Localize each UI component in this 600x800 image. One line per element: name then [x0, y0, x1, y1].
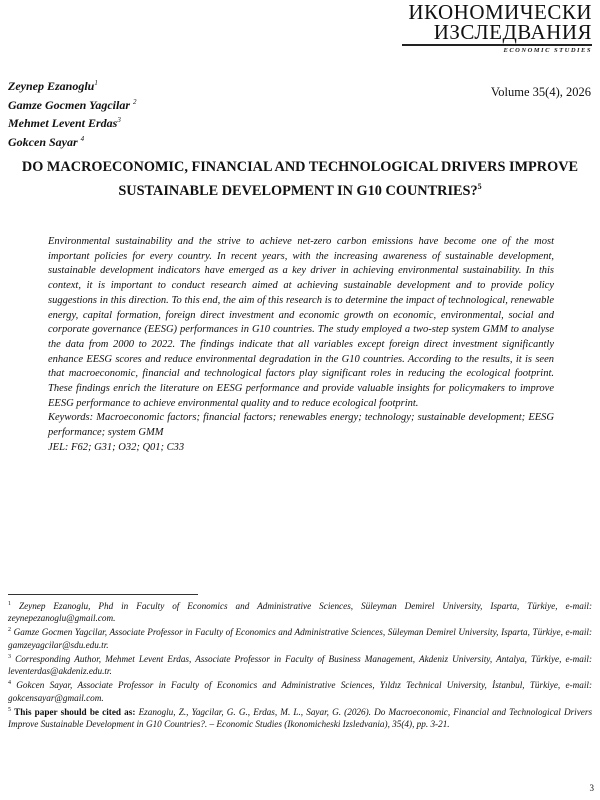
- abstract: [48, 235, 554, 456]
- footnote-mark: 4: [8, 680, 11, 687]
- footnote: [8, 598, 592, 624]
- journal-logo-line2: ИЗСЛЕДВАНИЯ: [433, 20, 592, 44]
- abstract-jel-codes: JEL: F62; G31; O32; Q01; C33: [48, 441, 185, 453]
- author-name: [8, 132, 338, 151]
- footnotes: [8, 598, 592, 730]
- page-number: 3: [589, 783, 594, 793]
- footnote-separator: [8, 594, 198, 595]
- citation-text: Ezanoglu, Z., Yagcilar, G. G., Erdas, M. L., Sayar, G. (2026). Do Macroeconomic, Financial and Technological Drivers Improve Sustainable Development in G10 Countries?. – Economic Studies (Ikonomicheski Izsledvania), 35(4), pp. 3-21.: [8, 706, 593, 730]
- author-footnote-mark[interactable]: 2: [133, 97, 137, 106]
- author-name-text: Gokcen Sayar: [8, 134, 78, 149]
- author-name-text: Gamze Gocmen Yagcilar: [8, 97, 130, 112]
- journal-logo: [402, 2, 592, 55]
- footnote-text: Gokcen Sayar, Associate Professor in Faculty of Economics and Administrative Sciences, Yıldız Technical University, İstanbul, Türkiye, e-mail: gokcensayar@gmail.com.: [8, 680, 593, 703]
- footnote-mark: 1: [8, 601, 11, 607]
- author-name: [8, 95, 338, 114]
- footnote-mark: 5: [8, 706, 11, 713]
- citation-footnote: [8, 704, 592, 730]
- author-footnote-mark[interactable]: 1: [94, 79, 98, 87]
- title-footnote-mark[interactable]: 5: [477, 182, 482, 191]
- author-name: [8, 113, 338, 132]
- footnote: [8, 677, 592, 703]
- abstract-keywords: Keywords: Macroeconomic factors; financial factors; renewables energy; technology; sustainable development; EESG performance; system GMM: [48, 412, 554, 439]
- journal-logo-rule: [402, 44, 592, 46]
- paper-title: [20, 158, 580, 201]
- abstract-body: Environmental sustainability and the strive to achieve net-zero carbon emissions have become one of the most important policies for every country. In recent years, with the increasing awareness of sustainable development, sustainable development indicators have emerged as a key driver in achieving environmental sustainability. In this context, it is important to conduct research aimed at achieving sustainable development and to provide policy suggestions in this direction. To this end, the aim of this research is to determine the impact of technological, renewable energy, capital formation, foreign direct investment and economic growth on economic, environmental, social and corporate governance (EESG) performances in G10 countries. The study employed a two-step system GMM to analyse the data from 2000 to 2022. The findings indicate that all variables except foreign direct investment significantly enhance EESG scores and reduce environmental degradation in the G10 countries. According to the results, it is seen that macroeconomic, financial and technological factors play significant roles in reducing the ecological footprint. These findings enrich the literature on EESG performance and provide valuable insights for policymakers to improve EESG performance to achieve environmental quality and to reduce ecological footprint.: [48, 236, 554, 409]
- citation-lead: This paper should be cited as:: [14, 706, 136, 717]
- footnote: [8, 624, 592, 650]
- author-name-text: Mehmet Levent Erdas: [8, 116, 118, 130]
- author-name-text: Zeynep Ezanoglu: [8, 79, 95, 93]
- author-name: [8, 76, 338, 95]
- footnote-mark: 3: [8, 653, 11, 660]
- footnote-text: Gamze Gocmen Yagcilar, Associate Professor in Faculty of Economics and Administrative Sciences, Süleyman Demirel University, Isparta, Türkiye, e-mail: gamzeyagcilar@sdu.edu.tr.: [8, 627, 593, 650]
- footnote-mark: 2: [8, 627, 11, 634]
- author-footnote-mark[interactable]: 4: [80, 134, 85, 143]
- author-list: [8, 76, 338, 150]
- journal-logo-subtitle: ECONOMIC STUDIES: [503, 47, 592, 54]
- journal-volume: Volume 35(4), 2026: [490, 85, 591, 99]
- footnote: [8, 651, 592, 677]
- footnote-text: Zeynep Ezanoglu, Phd in Faculty of Economics and Administrative Sciences, Süleyman Demirel University, Isparta, Türkiye, e-mail: zeynepezanoglu@gmail.com.: [8, 601, 593, 624]
- paper-title-text: DO MACROECONOMIC, FINANCIAL AND TECHNOLOGICAL DRIVERS IMPROVE SUSTAINABLE DEVELOPMENT IN G10 COUNTRIES?: [21, 159, 579, 199]
- journal-logo-line1: ИКОНОМИЧЕСКИ: [408, 0, 592, 24]
- footnote-text: Corresponding Author, Mehmet Levent Erdas, Associate Professor in Faculty of Business Management, Akdeniz University, Antalya, Türkiye, e-mail: leventerdas@akdeniz.edu.tr.: [8, 654, 592, 677]
- author-footnote-mark[interactable]: 3: [117, 116, 121, 124]
